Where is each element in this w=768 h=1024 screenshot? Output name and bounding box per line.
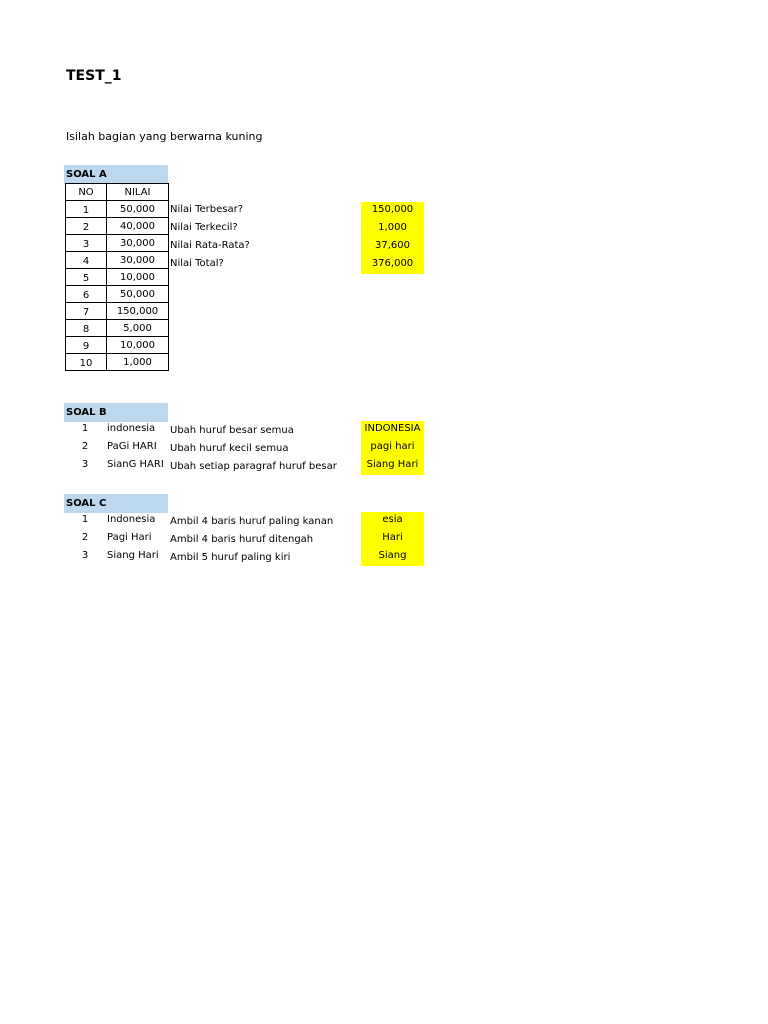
section-header-soal-b: SOAL B xyxy=(64,403,168,422)
row-nilai: 30,000 xyxy=(107,252,169,269)
list-item-text: Pagi Hari xyxy=(107,532,152,543)
list-item-number: 1 xyxy=(81,514,89,525)
list-item-text: Indonesia xyxy=(107,514,156,525)
row-nilai: 10,000 xyxy=(107,269,169,286)
answer-cell-average[interactable]: 37,600 xyxy=(361,238,424,256)
list-item-instruction: Ubah huruf besar semua xyxy=(170,425,294,436)
table-row xyxy=(66,201,169,218)
row-no: 4 xyxy=(66,252,107,269)
answer-cell-proper[interactable]: Siang Hari xyxy=(361,457,424,475)
list-item-instruction: Ubah setiap paragraf huruf besar xyxy=(170,461,337,472)
list-item-text: indonesia xyxy=(107,423,156,434)
answer-cell-mid[interactable]: Hari xyxy=(361,530,424,548)
table-row xyxy=(66,320,169,337)
table-row xyxy=(66,252,169,269)
table-row xyxy=(66,235,169,252)
table-row xyxy=(66,286,169,303)
row-nilai: 50,000 xyxy=(107,201,169,218)
list-item-number: 2 xyxy=(81,441,89,452)
row-no: 6 xyxy=(66,286,107,303)
row-nilai: 50,000 xyxy=(107,286,169,303)
answer-cell-total[interactable]: 376,000 xyxy=(361,256,424,274)
page-title: TEST_1 xyxy=(66,68,122,84)
section-header-soal-a: SOAL A xyxy=(64,165,168,184)
list-item-instruction: Ambil 4 baris huruf paling kanan xyxy=(170,516,334,527)
row-nilai: 1,000 xyxy=(107,354,169,371)
row-no: 5 xyxy=(66,269,107,286)
row-nilai: 40,000 xyxy=(107,218,169,235)
answer-cell-uppercase[interactable]: INDONESIA xyxy=(361,421,424,439)
row-nilai: 30,000 xyxy=(107,235,169,252)
answer-cell-right[interactable]: esia xyxy=(361,512,424,530)
row-no: 9 xyxy=(66,337,107,354)
row-nilai: 5,000 xyxy=(107,320,169,337)
list-item-instruction: Ubah huruf kecil semua xyxy=(170,443,289,454)
section-header-soal-c: SOAL C xyxy=(64,494,168,513)
list-item-number: 1 xyxy=(81,423,89,434)
table-row xyxy=(66,218,169,235)
row-no: 10 xyxy=(66,354,107,371)
list-item-text: SianG HARI xyxy=(107,459,164,470)
column-header-no: NO xyxy=(66,184,107,201)
answer-cell-left[interactable]: Siang xyxy=(361,548,424,566)
list-item-number: 3 xyxy=(81,459,89,470)
table-row xyxy=(66,269,169,286)
table-row xyxy=(66,354,169,371)
list-item-instruction: Ambil 4 baris huruf ditengah xyxy=(170,534,314,545)
answer-cell-max[interactable]: 150,000 xyxy=(361,202,424,220)
question-label-average: Nilai Rata-Rata? xyxy=(170,240,250,251)
row-no: 1 xyxy=(66,201,107,218)
row-nilai: 10,000 xyxy=(107,337,169,354)
question-label-total: Nilai Total? xyxy=(170,258,224,269)
list-item-text: PaGi HARI xyxy=(107,441,157,452)
row-no: 2 xyxy=(66,218,107,235)
list-item-instruction: Ambil 5 huruf paling kiri xyxy=(170,552,291,563)
question-label-max: Nilai Terbesar? xyxy=(170,204,244,215)
table-row xyxy=(66,303,169,320)
answer-cell-min[interactable]: 1,000 xyxy=(361,220,424,238)
instruction-text: Isilah bagian yang berwarna kuning xyxy=(66,130,263,143)
table-row xyxy=(66,337,169,354)
list-item-number: 2 xyxy=(81,532,89,543)
row-no: 7 xyxy=(66,303,107,320)
row-nilai: 150,000 xyxy=(107,303,169,320)
answer-cell-lowercase[interactable]: pagi hari xyxy=(361,439,424,457)
list-item-text: Siang Hari xyxy=(107,550,159,561)
list-item-number: 3 xyxy=(81,550,89,561)
row-no: 3 xyxy=(66,235,107,252)
table-header-row xyxy=(66,184,169,201)
column-header-nilai: NILAI xyxy=(107,184,169,201)
row-no: 8 xyxy=(66,320,107,337)
question-label-min: Nilai Terkecil? xyxy=(170,222,238,233)
nilai-table xyxy=(65,183,169,371)
